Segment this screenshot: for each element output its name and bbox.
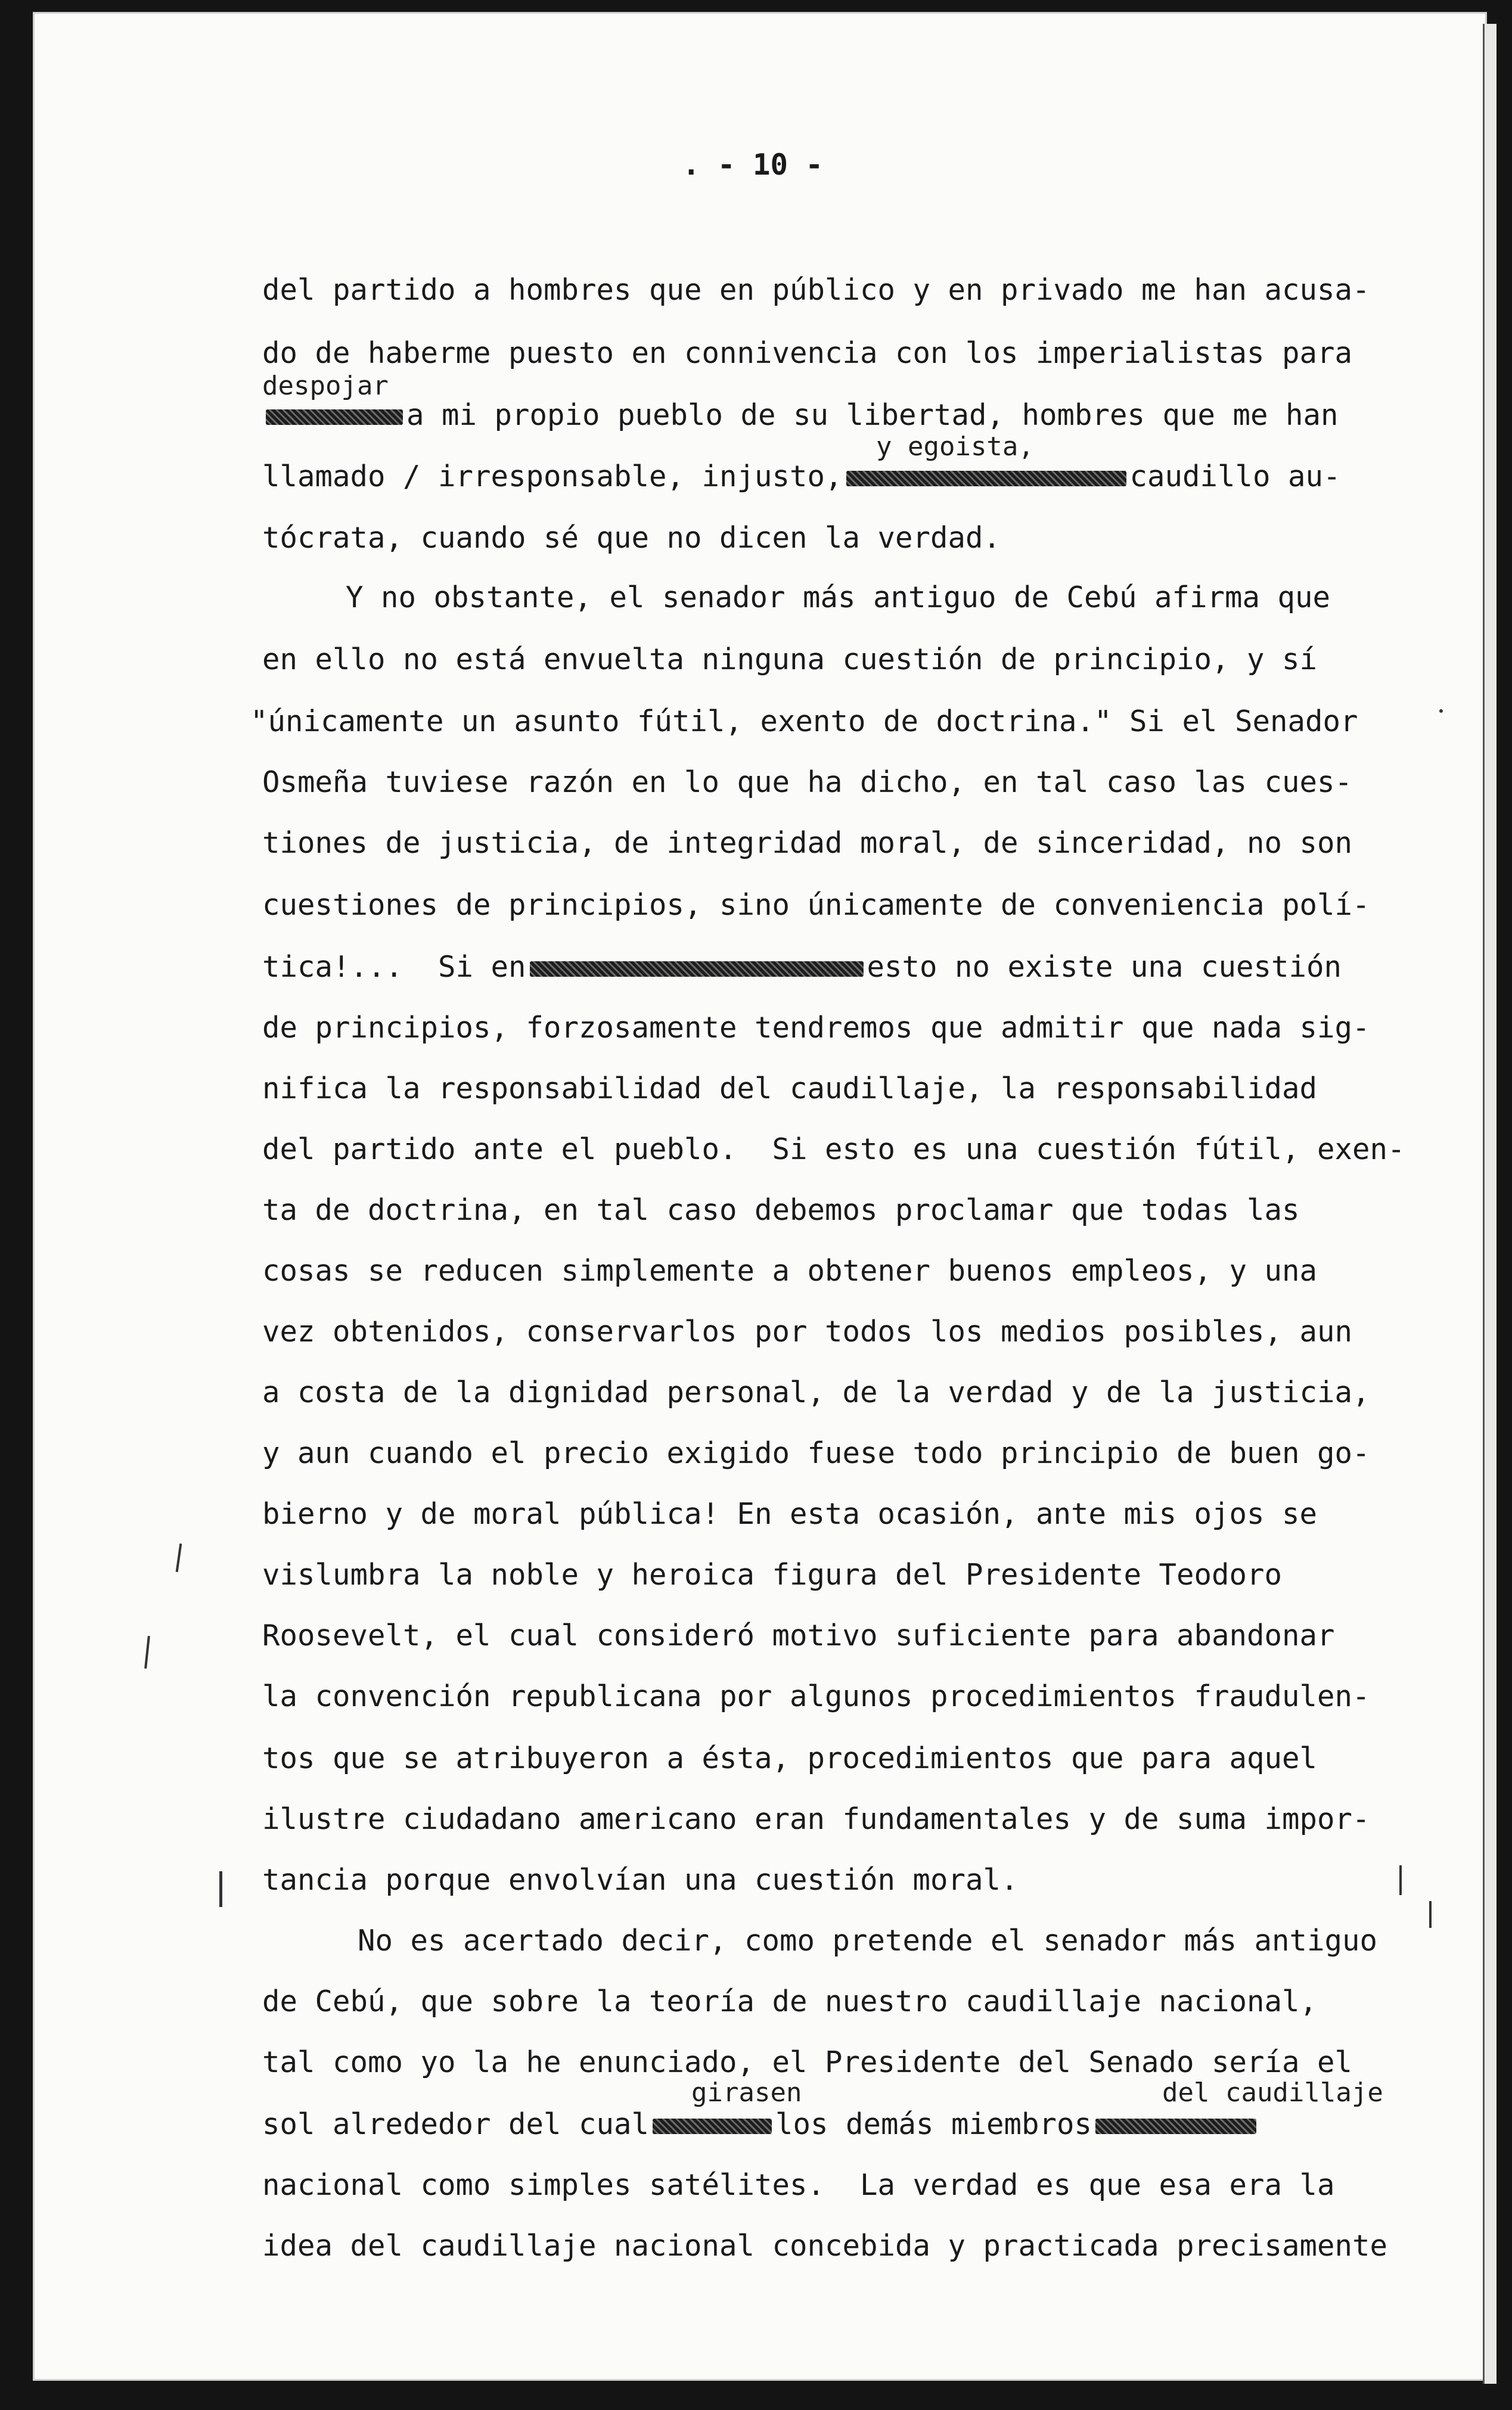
text-line: bierno y de moral pública! En esta ocasión, ante mis ojos se	[262, 1497, 1318, 1531]
text-line: cuestiones de principios, sino únicamente de conveniencia polí-	[262, 888, 1370, 922]
text-line: tancia porque envolvían una cuestión moral.	[262, 1863, 1019, 1897]
text-line: a costa de la dignidad personal, de la verdad y de la justicia,	[262, 1375, 1370, 1409]
text-line: tica!... Si en esto no existe una cuestión	[262, 950, 1342, 984]
handwritten-insertion: del caudillaje	[1162, 2077, 1383, 2108]
text-line: vez obtenidos, conservarlos por todos los medios posibles, aun	[262, 1315, 1353, 1349]
text-line: nifica la responsabilidad del caudillaje, la responsabilidad	[262, 1072, 1318, 1105]
text-line: Osmeña tuviese razón en lo que ha dicho, en tal caso las cues-	[262, 765, 1353, 799]
text-line: de principios, forzosamente tendremos que admitir que nada sig-	[262, 1011, 1370, 1045]
text-line: llamado / irresponsable, injusto, caudillo au-	[262, 459, 1341, 493]
text-line: en ello no está envuelta ninguna cuestión de principio, y sí	[262, 642, 1318, 676]
text-line: y aun cuando el precio exigido fuese todo principio de buen go-	[262, 1436, 1370, 1470]
text-line: do de haberme puesto en connivencia con los imperialistas para	[262, 336, 1353, 370]
text-line: No es acertado decir, como pretende el senador más antiguo	[358, 1924, 1378, 1958]
text-line: Roosevelt, el cual consideró motivo suficiente para abandonar	[262, 1619, 1335, 1653]
text-line: ilustre ciudadano americano eran fundamentales y de suma impor-	[262, 1802, 1370, 1836]
text-line: tócrata, cuando sé que no dicen la verdad.	[262, 521, 1001, 555]
text-line: del partido a hombres que en público y en privado me han acusa-	[262, 273, 1370, 307]
text-line: Y no obstante, el senador más antiguo de Cebú afirma que	[346, 580, 1331, 614]
text-line: vislumbra la noble y heroica figura del Presidente Teodoro	[262, 1558, 1283, 1592]
text-line: ta de doctrina, en tal caso debemos proclamar que todas las	[262, 1193, 1300, 1227]
pencil-mark	[219, 1871, 222, 1907]
text-line: idea del caudillaje nacional concebida y practicada precisamente	[262, 2229, 1388, 2263]
text-line: cosas se reducen simplemente a obtener buenos empleos, y una	[262, 1254, 1318, 1288]
handwritten-insertion: y egoista,	[876, 431, 1034, 462]
text-line: del partido ante el pueblo. Si esto es una cuestión fútil, exen-	[262, 1132, 1405, 1166]
text-line: tos que se atribuyeron a ésta, procedimientos que para aquel	[262, 1741, 1318, 1775]
pencil-mark	[1429, 1901, 1432, 1928]
page-number: . - 10 -	[682, 148, 824, 182]
handwritten-insertion: girasen	[691, 2077, 802, 2108]
text-line: sol alrededor del cual los demás miembros	[262, 2110, 1260, 2139]
handwritten-insertion: despojar	[262, 371, 389, 401]
text-line: la convención republicana por algunos procedimientos fraudulen-	[262, 1679, 1370, 1713]
page-edge	[1483, 24, 1497, 2384]
text-line: tiones de justicia, de integridad moral, de sinceridad, no son	[262, 826, 1353, 860]
struck-out-text	[1095, 2119, 1256, 2134]
text-line: "únicamente un asunto fútil, exento de doctrina." Si el Senador	[250, 704, 1358, 738]
struck-out-text	[266, 409, 403, 425]
text-line: nacional como simples satélites. La verdad es que esa era la	[262, 2168, 1335, 2202]
text-line: a mi propio pueblo de su libertad, hombres que me han	[262, 400, 1339, 430]
pencil-dot	[1439, 709, 1443, 713]
text-line: de Cebú, que sobre la teoría de nuestro caudillaje nacional,	[262, 1984, 1318, 2018]
struck-out-text	[530, 961, 864, 977]
struck-out-text	[846, 471, 1126, 486]
struck-out-text	[653, 2119, 772, 2134]
pencil-mark	[1399, 1865, 1402, 1895]
text-line: tal como yo la he enunciado, el Presidente del Senado sería el	[262, 2045, 1353, 2079]
